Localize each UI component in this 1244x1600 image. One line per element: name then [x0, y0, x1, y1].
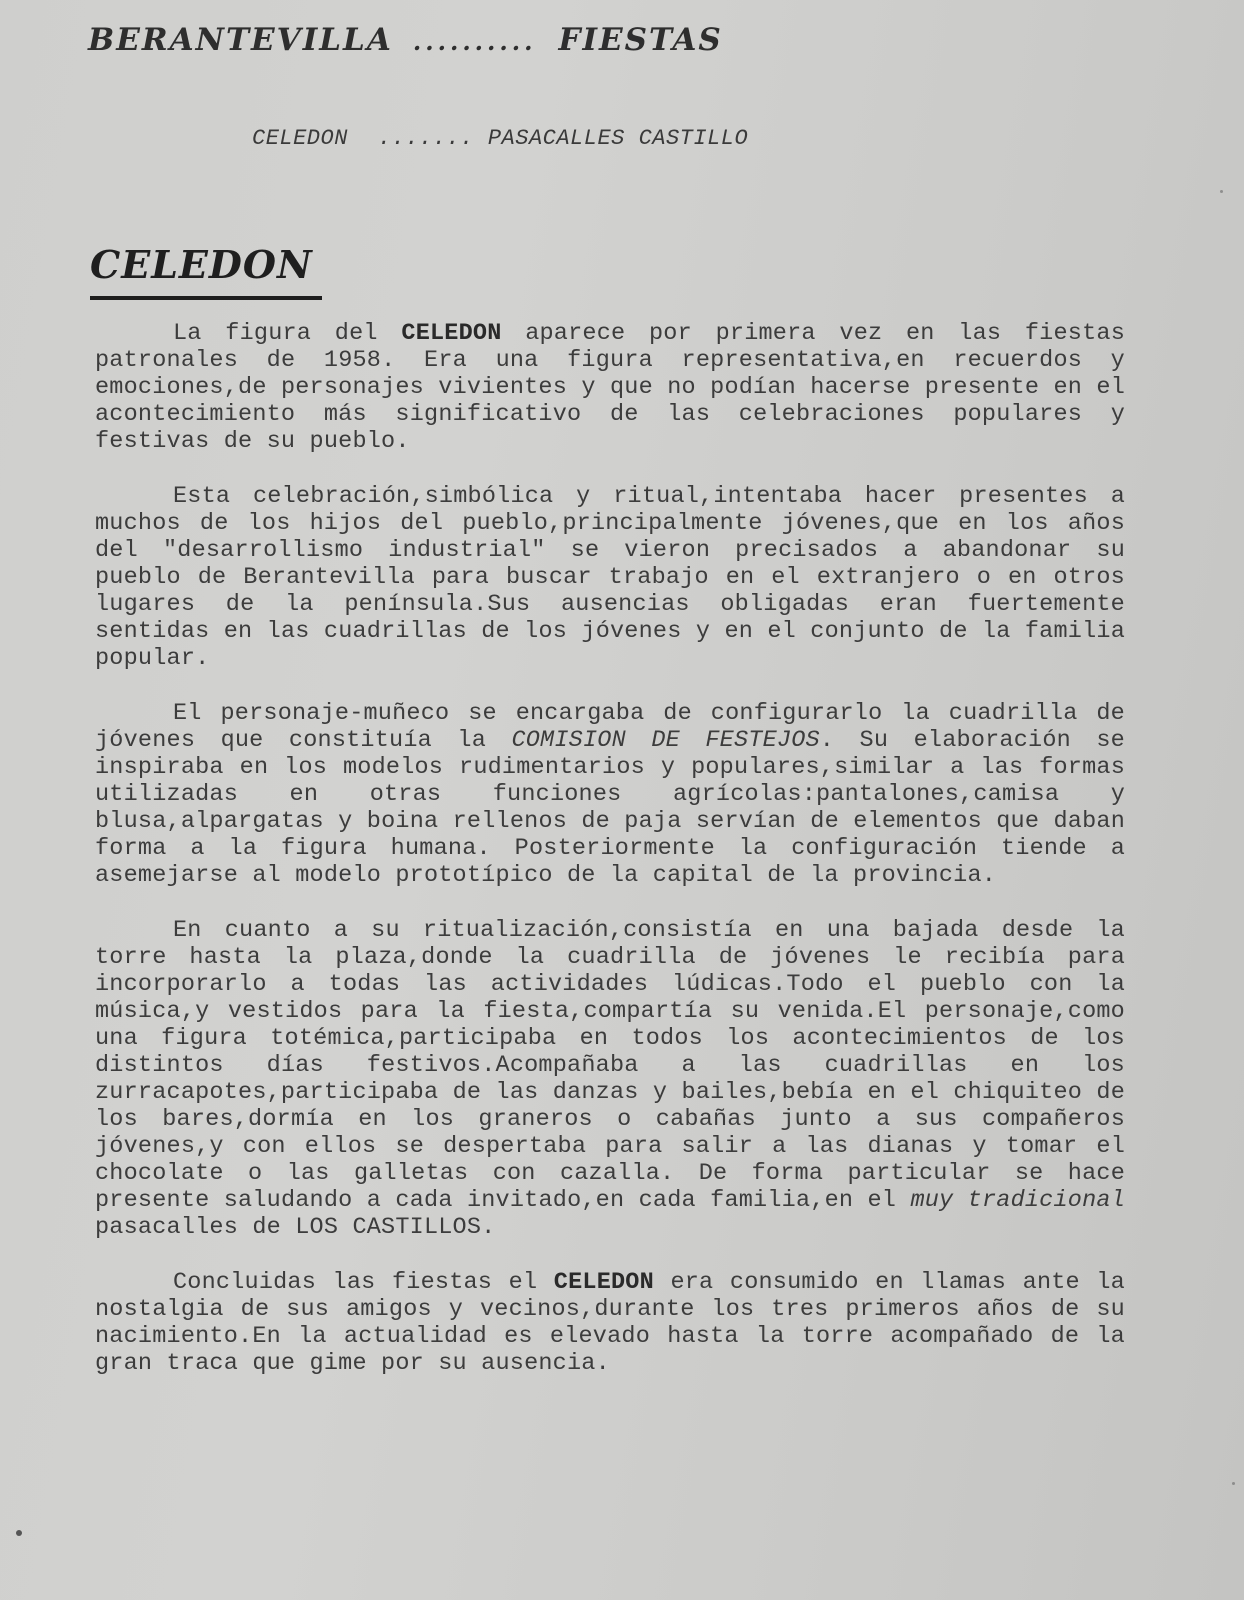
body-text — [95, 320, 1125, 1405]
subheader-left: CELEDON — [252, 126, 348, 151]
subheader-right: PASACALLES CASTILLO — [487, 126, 749, 151]
paragraph-5-start: Concluidas las fiestas el — [173, 1269, 554, 1296]
paper-speck — [16, 1530, 22, 1536]
paragraph-1-emphasis: CELEDON — [401, 320, 502, 347]
subheader-dots: ....... — [377, 126, 474, 151]
paragraph-2: Esta celebración,simbólica y ritual,intentaba hacer presentes a muchos de los hijos del pueblo,principalmente jóvenes,que en los años del "desarrollismo industrial" se vieron precisados a abandonar su pueblo de Berantevilla para buscar trabajo en el extranjero o en otros lugares de la península.Sus ausencias obligadas eran fuertemente sentidas en las cuadrillas de los jóvenes y en el conjunto de la familia popular. — [95, 483, 1125, 672]
paper-speck — [1220, 190, 1223, 193]
paragraph-3-start: El personaje-muñeco se encargaba de configurarlo la cuadrilla de jóvenes que constituía la — [95, 700, 1125, 754]
paper-speck — [1232, 1482, 1235, 1485]
section-title: CELEDON — [90, 242, 313, 287]
paragraph-5-end: era consumido en llamas ante la nostalgia de sus amigos y vecinos,durante los tres primeros años de su nacimiento.En la actualidad es elevado hasta la torre acompañado de la gran traca que gime por su ausencia. — [95, 1269, 1125, 1377]
paragraph-4-emphasis: muy tradicional — [910, 1187, 1125, 1214]
page-header — [88, 22, 723, 58]
header-town: BERANTEVILLA — [88, 22, 393, 58]
paragraph-4-start: En cuanto a su ritualización,consistía en una bajada desde la torre hasta la plaza,donde la cuadrilla de jóvenes le recibía para incorporarlo a todas las actividades lúdicas.Todo el pueblo con la música,y vestidos para la fiesta,compartía su venida.El personaje,como una figura totémica,participaba en todos los acontecimientos de los distintos días festivos.Acompañaba a las cuadrillas en los zurracapotes,participaba de las danzas y bailes,bebía en el chiquiteo de los bares,dormía en los graneros o cabañas junto a sus compañeros jóvenes,y con ellos se despertaba para salir a las dianas y tomar el chocolate o las galletas con cazalla. De forma particular se hace presente saludando a cada invitado,en cada familia,en el — [95, 917, 1125, 1214]
paragraph-1-start: La figura del — [173, 320, 402, 347]
paragraph-5-emphasis: CELEDON — [553, 1269, 654, 1296]
paragraph-4-end: pasacalles de LOS CASTILLOS. — [95, 1214, 496, 1241]
paragraph-1 — [95, 320, 1125, 455]
page-subheader — [252, 126, 748, 151]
paragraph-3 — [95, 700, 1125, 889]
paragraph-3-emphasis: COMISION DE FESTEJOS — [511, 727, 820, 754]
paragraph-5 — [95, 1269, 1125, 1377]
header-topic: FIESTAS — [558, 22, 723, 58]
section-title-underline — [90, 296, 322, 300]
paragraph-3-end: . Su elaboración se inspiraba en los modelos rudimentarios y populares,similar a las formas utilizadas en otras funciones agrícolas:pantalones,camisa y blusa,alpargatas y boina rellenos de paja servían de elementos que daban forma a la figura humana. Posteriormente la configuración tiende a asemejarse al modelo prototípico de la capital de la provincia. — [95, 727, 1125, 889]
header-dots: .......... — [412, 27, 537, 56]
paragraph-1-end: aparece por primera vez en las fiestas patronales de 1958. Era una figura representativa,en recuerdos y emociones,de personajes vivientes y que no podían hacerse presente en el acontecimiento más significativo de las celebraciones populares y festivas de su pueblo. — [95, 320, 1125, 455]
paragraph-4 — [95, 917, 1125, 1241]
